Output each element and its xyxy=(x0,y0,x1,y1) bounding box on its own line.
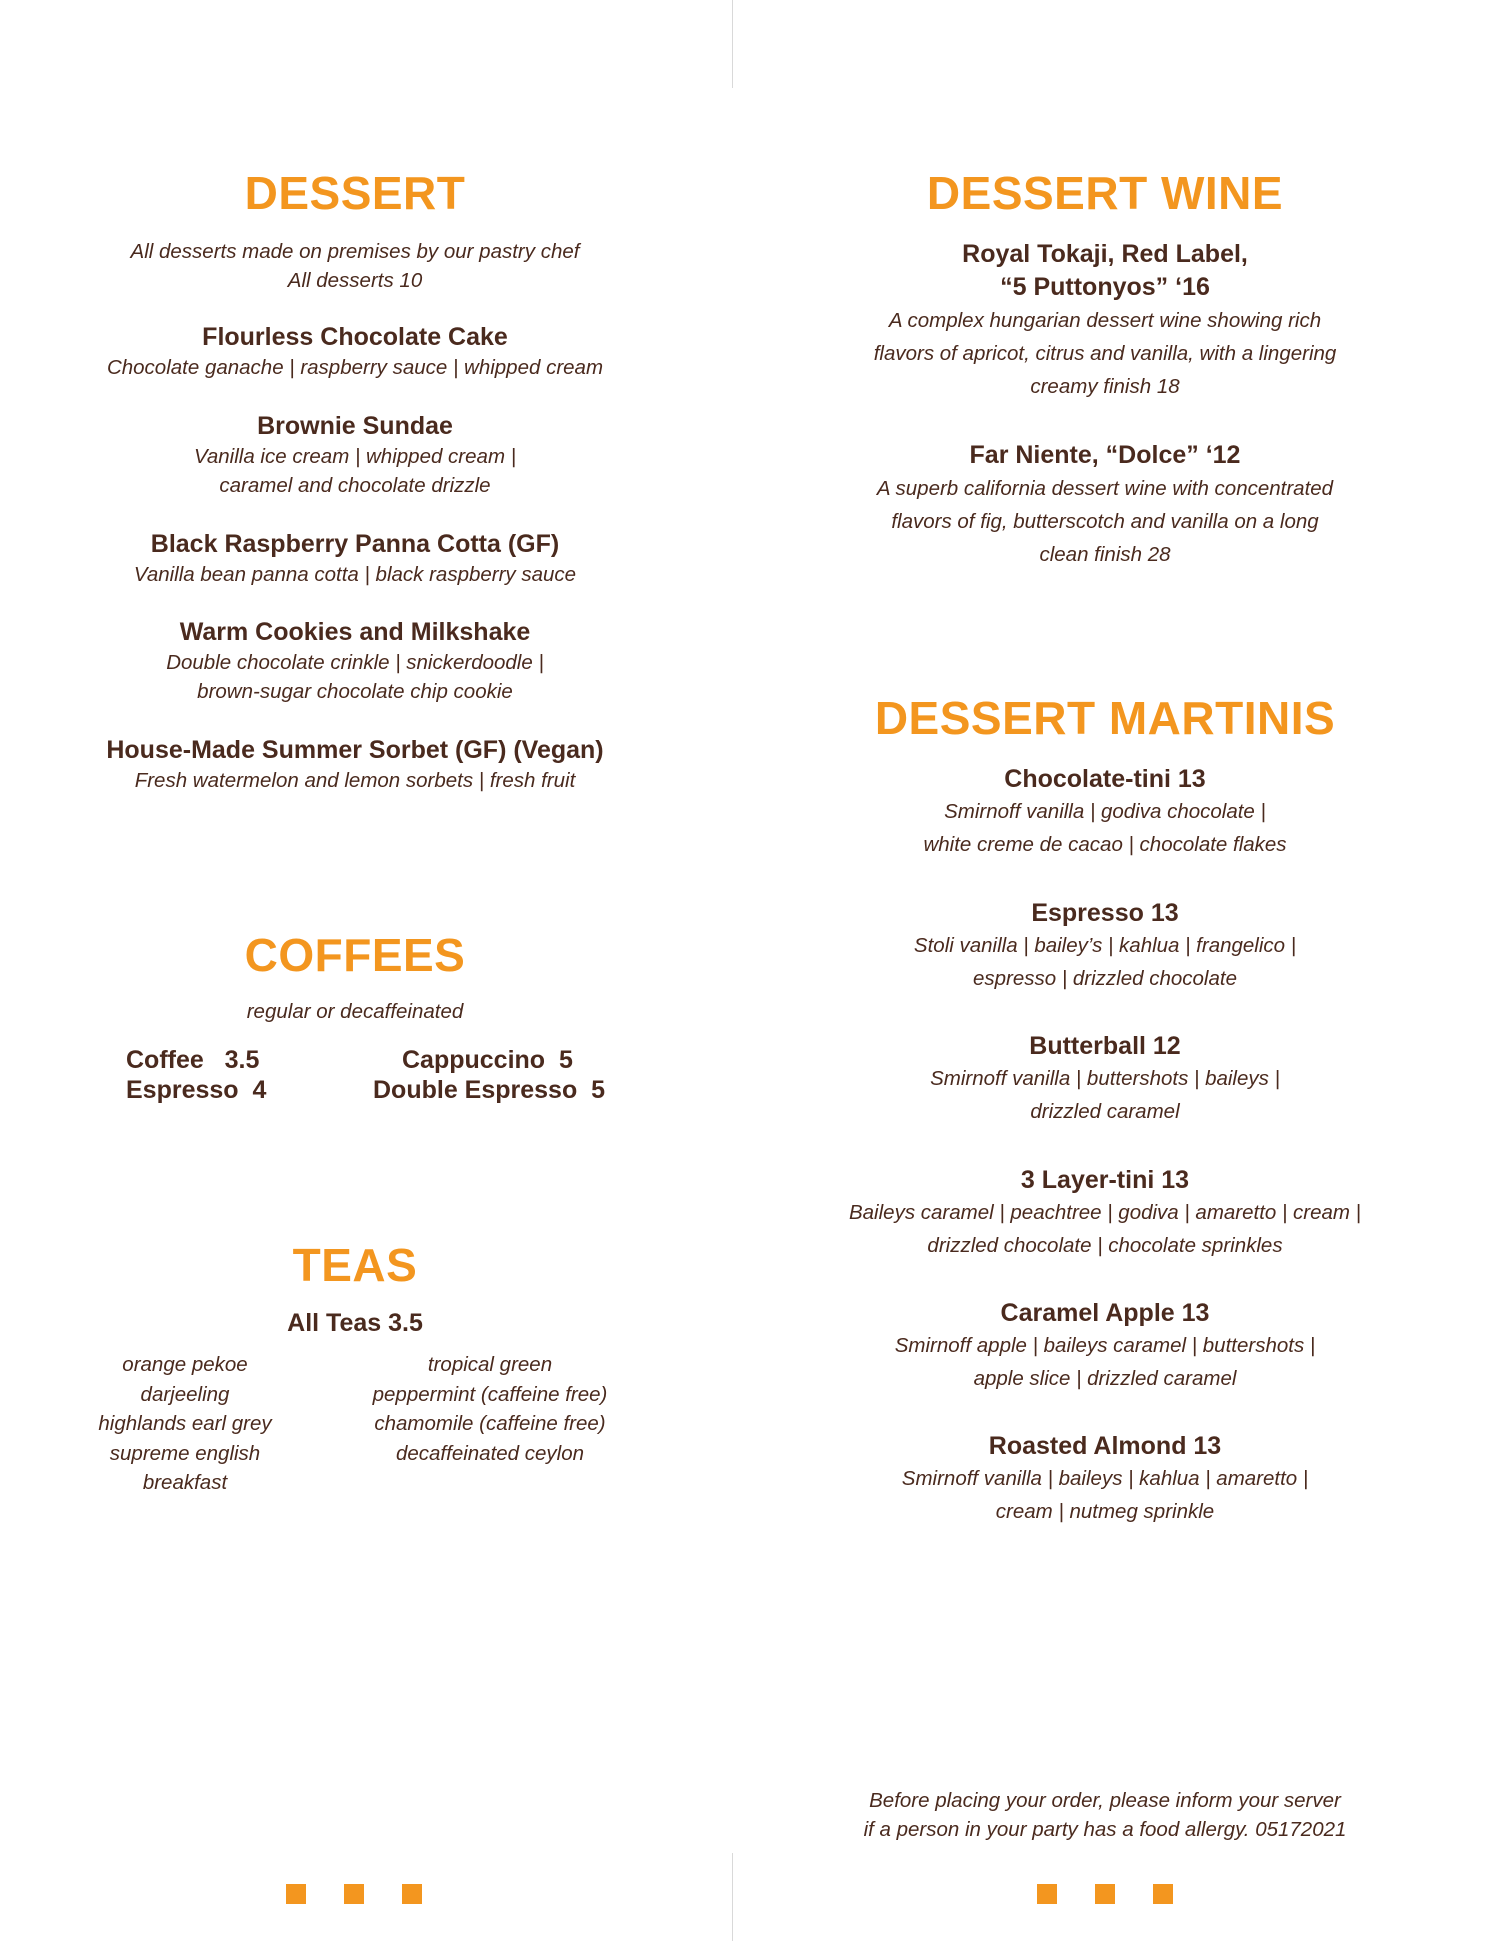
martini-item xyxy=(800,1431,1410,1528)
martini-item-desc: Stoli vanilla | bailey’s | kahlua | frangelico | xyxy=(913,934,1297,957)
square-icon xyxy=(1037,1884,1057,1904)
dessert-wine-title: DESSERT WINE xyxy=(926,167,1284,219)
teas-price: All Teas 3.5 xyxy=(287,1309,423,1337)
wine-item-desc: creamy finish 18 xyxy=(1030,375,1180,398)
wine-item-desc: flavors of fig, butterscotch and vanilla on a long xyxy=(891,510,1319,533)
dessert-item-desc: Vanilla bean panna cotta | black raspberry sauce xyxy=(133,563,577,586)
dessert-title: DESSERT xyxy=(244,167,466,219)
right-panel xyxy=(800,0,1410,1941)
fold-line-bottom xyxy=(732,1853,733,1941)
dessert-intro xyxy=(60,237,650,295)
martini-item-name: Chocolate-tini 13 xyxy=(1004,765,1206,793)
square-icon xyxy=(1095,1884,1115,1904)
tea-item: breakfast xyxy=(142,1471,228,1494)
martini-item xyxy=(800,1031,1410,1128)
wine-item-name: Royal Tokaji, Red Label, xyxy=(962,240,1248,268)
dessert-item xyxy=(60,735,650,795)
square-icon xyxy=(402,1884,422,1904)
allergy-notice-line: Before placing your order, please inform your server xyxy=(869,1789,1341,1812)
martini-item-name: Roasted Almond 13 xyxy=(988,1432,1222,1460)
wine-item xyxy=(800,238,1410,403)
espresso-price: Espresso 4 xyxy=(126,1076,267,1104)
martini-item-name: Caramel Apple 13 xyxy=(1000,1299,1210,1327)
dessert-item-desc: brown-sugar chocolate chip cookie xyxy=(197,680,513,703)
square-icon xyxy=(344,1884,364,1904)
martini-item-desc: Smirnoff vanilla | baileys | kahlua | amaretto | xyxy=(901,1467,1309,1490)
cappuccino-price: Cappuccino 5 xyxy=(402,1046,573,1074)
martini-item-name: 3 Layer-tini 13 xyxy=(1020,1166,1190,1194)
martini-item-desc: Smirnoff apple | baileys caramel | buttershots | xyxy=(894,1334,1316,1357)
allergy-notice-line: if a person in your party has a food allergy. 05172021 xyxy=(863,1818,1347,1841)
martini-item-name: Butterball 12 xyxy=(1029,1032,1181,1060)
tea-item: highlands earl grey xyxy=(98,1412,272,1435)
tea-item: decaffeinated ceylon xyxy=(395,1441,585,1465)
dessert-item-name: Black Raspberry Panna Cotta (GF) xyxy=(150,530,560,558)
wine-item-name: Far Niente, “Dolce” ‘12 xyxy=(969,441,1241,469)
martini-item xyxy=(800,898,1410,995)
dessert-item-desc: Vanilla ice cream | whipped cream | xyxy=(193,445,517,468)
wine-item-desc: clean finish 28 xyxy=(1039,543,1171,566)
dessert-intro-line: All desserts 10 xyxy=(287,269,423,292)
coffee-price: Coffee 3.5 xyxy=(126,1046,260,1074)
martini-item xyxy=(800,1165,1410,1262)
dessert-item-desc: Double chocolate crinkle | snickerdoodle | xyxy=(166,651,544,674)
dessert-item xyxy=(60,411,650,500)
martini-item xyxy=(800,1298,1410,1395)
martini-item-desc: cream | nutmeg sprinkle xyxy=(995,1500,1215,1523)
square-icon xyxy=(286,1884,306,1904)
wine-item-desc: A complex hungarian dessert wine showing rich xyxy=(888,309,1322,332)
allergy-notice xyxy=(810,1786,1400,1844)
dessert-item-desc: caramel and chocolate drizzle xyxy=(219,474,491,497)
martini-item-desc: apple slice | drizzled caramel xyxy=(973,1367,1237,1390)
dessert-item-name: Warm Cookies and Milkshake xyxy=(179,618,531,646)
martini-item-desc: Baileys caramel | peachtree | godiva | amaretto | cream | xyxy=(848,1201,1362,1224)
dessert-item xyxy=(60,617,650,706)
teas-heading xyxy=(60,1308,650,1339)
martini-item-desc: Smirnoff vanilla | godiva chocolate | xyxy=(944,800,1266,823)
coffees-subtitle-text: regular or decaffeinated xyxy=(246,1000,464,1023)
decorative-squares-right xyxy=(1037,1884,1177,1904)
dessert-martinis-title: DESSERT MARTINIS xyxy=(874,692,1336,744)
martini-item-desc: drizzled caramel xyxy=(1030,1100,1180,1123)
martini-item-desc: Smirnoff vanilla | buttershots | baileys | xyxy=(930,1067,1280,1090)
coffees-subtitle xyxy=(60,997,650,1026)
dessert-item-desc: Fresh watermelon and lemon sorbets | fresh fruit xyxy=(134,769,576,792)
dessert-item-name: House-Made Summer Sorbet (GF) (Vegan) xyxy=(106,736,604,764)
wine-item-desc: A superb california dessert wine with concentrated xyxy=(876,477,1334,500)
wine-item xyxy=(800,439,1410,571)
tea-item: peppermint (caffeine free) xyxy=(372,1382,608,1406)
left-panel xyxy=(60,0,650,1941)
coffees-title: COFFEES xyxy=(244,929,466,981)
fold-line-top xyxy=(732,0,733,88)
martini-item xyxy=(800,764,1410,861)
wine-item-desc: flavors of apricot, citrus and vanilla, with a lingering xyxy=(873,342,1337,365)
tea-item: chamomile (caffeine free) xyxy=(374,1412,606,1435)
teas-title: TEAS xyxy=(292,1239,418,1291)
martini-item-desc: espresso | drizzled chocolate xyxy=(973,967,1237,990)
dessert-intro-line: All desserts made on premises by our pastry chef xyxy=(130,240,580,263)
martini-item-name: Espresso 13 xyxy=(1031,899,1179,927)
tea-item: orange pekoe xyxy=(122,1353,248,1376)
double-espresso-price: Double Espresso 5 xyxy=(373,1076,606,1104)
square-icon xyxy=(1153,1884,1173,1904)
martini-item-desc: drizzled chocolate | chocolate sprinkles xyxy=(927,1234,1283,1257)
decorative-squares-left xyxy=(286,1884,426,1904)
wine-item-name: “5 Puttonyos” ‘16 xyxy=(1000,273,1210,301)
dessert-item-desc: Chocolate ganache | raspberry sauce | whipped cream xyxy=(106,356,604,379)
dessert-item-name: Flourless Chocolate Cake xyxy=(202,323,508,351)
dessert-item-name: Brownie Sundae xyxy=(257,412,453,440)
tea-list-right xyxy=(360,1350,620,1468)
tea-item: tropical green xyxy=(427,1353,553,1376)
tea-item: supreme english xyxy=(109,1441,261,1465)
tea-item: darjeeling xyxy=(140,1382,230,1406)
dessert-item xyxy=(60,529,650,589)
tea-list-left xyxy=(70,1350,300,1498)
dessert-item xyxy=(60,322,650,382)
martini-item-desc: white creme de cacao | chocolate flakes xyxy=(923,833,1287,856)
